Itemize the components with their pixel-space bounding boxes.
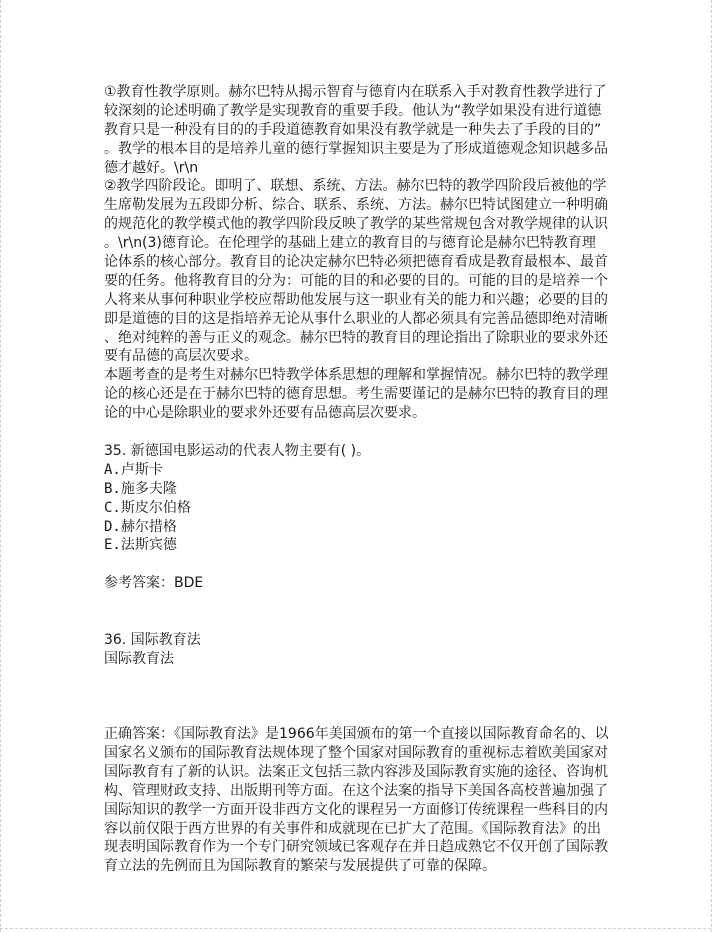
- page-border-bottom: [0, 928, 711, 929]
- answer-line: 育立法的先例而且为国际教育的繁荣与发展提供了可靠的保障。: [104, 858, 496, 875]
- answer-line: 国家名义颁布的国际教育法规体现了整个国家对国际教育的重视标志着欧美国家对: [104, 744, 608, 761]
- page-border-right: [711, 0, 712, 932]
- question-36-subtitle: 国际教育法: [104, 651, 174, 668]
- passage-line: 本题考查的是考生对赫尔巴特教学体系思想的理解和掌握情况。赫尔巴特的教学理: [104, 367, 608, 384]
- passage-line: ②教学四阶段论。即明了、联想、系统、方法。赫尔巴特的教学四阶段后被他的学: [104, 178, 607, 195]
- passage-line: ①教育性教学原则。赫尔巴特从揭示智育与德育内在联系入手对教育性教学进行了: [104, 84, 607, 100]
- answer-line: 国际教育有了新的认识。法案正文包括三款内容涉及国际教育实施的途径、咨询机: [104, 763, 608, 780]
- answer-explanation-passage: [104, 83, 620, 423]
- passage-line: 德才越好。\r\n: [104, 159, 199, 176]
- answer-line: 现表明国际教育作为一个专门研究领域已客观存在并日趋成熟它不仅开创了国际教: [104, 839, 608, 856]
- question-35-answer: 参考答案：BDE: [104, 575, 204, 592]
- passage-line: 要有品德的高层次要求。: [104, 348, 258, 365]
- passage-line: 。\r\n(3)德育论。在伦理学的基础上建立的教育目的与德育论是赫尔巴特教育理: [104, 235, 596, 252]
- passage-line: 较深刻的论述明确了教学是实现教育的重要手段。他认为“教学如果没有进行道德: [104, 102, 602, 119]
- answer-line: 构、管理财政支持、出版期刊等方面。在这个法案的指导下美国各高校普遍加强了: [104, 782, 608, 799]
- passage-line: 、绝对纯粹的善与正义的观念。赫尔巴特的教育目的理论指出了除职业的要求外还: [104, 329, 608, 346]
- answer-line: 国际知识的教学一方面开设非西方文化的课程另一方面修订传统课程一些科目的内: [104, 801, 608, 818]
- passage-line: 。教学的根本目的是培养儿童的德行掌握知识主要是为了形成道德观念知识越多品: [104, 140, 608, 157]
- passage-line: 要的任务。他将教育目的分为：可能的目的和必要的目的。可能的目的是培养一个: [104, 272, 608, 289]
- passage-line: 论体系的核心部分。教育目的论决定赫尔巴特必须把德育看成是教育最根本、最首: [104, 254, 608, 271]
- option-b: B.施多夫隆: [104, 480, 177, 497]
- question-36: [104, 631, 620, 876]
- answer-line: 正确答案：《国际教育法》是1966年美国颁布的第一个直接以国际教育命名的、以: [104, 726, 609, 743]
- passage-line: 人将来从事何种职业学校应帮助他发展与这一职业有关的能力和兴趣；必要的目的: [104, 291, 608, 308]
- option-e: E.法斯宾德: [104, 537, 177, 554]
- option-c: C.斯皮尔伯格: [104, 499, 191, 516]
- option-d: D.赫尔措格: [104, 518, 177, 535]
- question-36-title: 36. 国际教育法: [104, 632, 201, 649]
- document-body: [104, 83, 620, 876]
- passage-line: 教育只是一种没有目的的手段道德教育如果没有教学就是一种失去了手段的目的”: [104, 121, 602, 138]
- question-36-answer: [104, 725, 620, 876]
- question-35-text: 35. 新德国电影运动的代表人物主要有( )。: [104, 443, 371, 460]
- passage-line: 的规范化的教学模式他的教学四阶段反映了教学的某些常规包含对教学规律的认识: [104, 216, 608, 233]
- option-a: A.卢斯卡: [104, 461, 163, 478]
- passage-line: 论的核心还是在于赫尔巴特的德育思想。考生需要谨记的是赫尔巴特的教育目的理: [104, 386, 608, 403]
- answer-line: 容以前仅限于西方世界的有关事件和成就现在已扩大了范围。《国际教育法》的出: [104, 820, 601, 837]
- page-border-left: [0, 0, 1, 932]
- passage-line: 生席勒发展为五段即分析、综合、联系、系统、方法。赫尔巴特试图建立一种明确: [104, 197, 608, 214]
- question-35: [104, 442, 620, 593]
- passage-line: 即是道德的目的这是指培养无论从事什么职业的人都必须具有完善品德即绝对清晰: [104, 310, 608, 327]
- passage-line: 论的中心是除职业的要求外还要有品德高层次要求。: [104, 405, 426, 422]
